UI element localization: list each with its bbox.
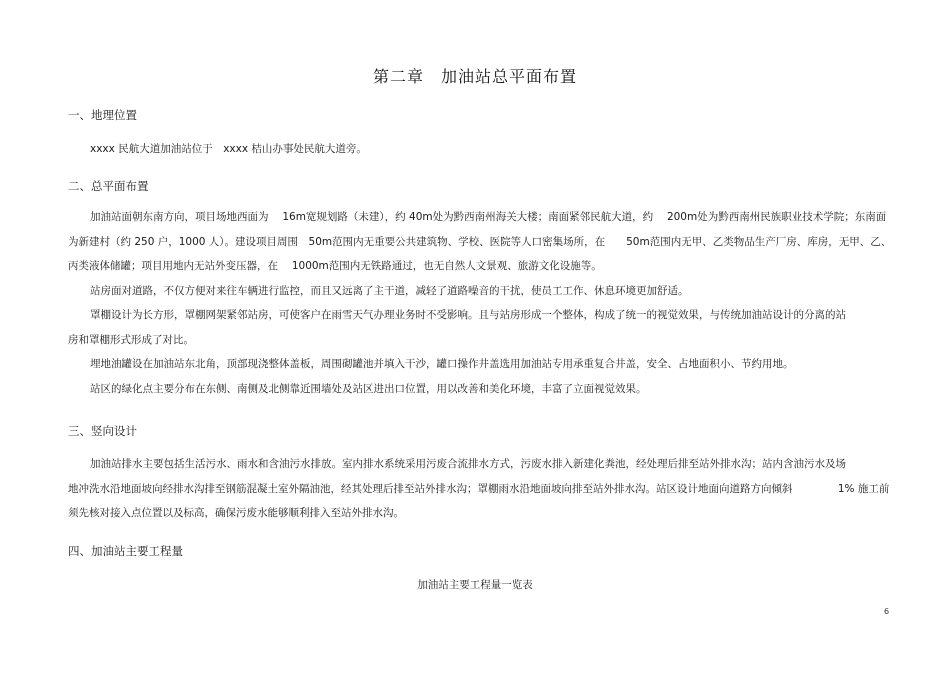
paragraph-line: 为新建村（约 250 户，1000 人）。建设项目周围 50m范围内无重要公共建筑物、学校、医院等人口密集场所，在 50m范围内无甲、乙类物品生产厂房、库房，无甲、乙、 bbox=[68, 235, 892, 248]
paragraph-line: 房和罩棚形式形成了对比。 bbox=[68, 333, 194, 346]
paragraph-line: 加油站排水主要包括生活污水、雨水和含油污水排放。室内排水系统采用污废合流排水方式，污废水排入新建化粪池，经处理后排至站外排水沟；站内含油污水及场 bbox=[90, 458, 846, 470]
paragraph-line: xxxx 民航大道加油站位于 xxxx 桔山办事处民航大道旁。 bbox=[90, 143, 367, 155]
paragraph-line: 站房面对道路，不仅方便对来往车辆进行监控，而且又远离了主干道，减轻了道路噪音的干扰，使员工工作、休息环境更加舒适。 bbox=[90, 284, 689, 297]
section-body-vertical-design bbox=[68, 452, 888, 526]
paragraph-line: 地冲洗水沿地面坡向经排水沟排至钢筋混凝土室外隔油池，经其处理后排至站外排水沟；罩棚雨水沿地面坡向排至站外排水沟。站区设计地面向道路方向倾斜 1% 施工前 bbox=[68, 482, 890, 495]
section-body-location bbox=[68, 137, 888, 162]
paragraph-line: 埋地油罐设在加油站东北角，顶部现浇整体盖板，周围砌罐池并填入干沙，罐口操作井盖选用加油站专用承重复合井盖，安全、占地面积小、节约用地。 bbox=[90, 358, 794, 370]
chapter-title: 第二章 加油站总平面布置 bbox=[372, 67, 577, 86]
table-caption: 加油站主要工程量一览表 bbox=[417, 579, 533, 591]
page-number: 6 bbox=[884, 607, 890, 616]
paragraph-line: 丙类液体储罐；项目用地内无站外变压器，在 1000m范围内无铁路通过，也无自然人文景观、旅游文化设施等。 bbox=[68, 260, 602, 272]
section-body-layout bbox=[68, 205, 892, 401]
section-heading-layout: 二、总平面布置 bbox=[68, 179, 149, 193]
section-heading-location: 一、地理位置 bbox=[68, 108, 137, 122]
paragraph-line: 站区的绿化点主要分布在东侧、南侧及北侧靠近围墙处及站区进出口位置，用以改善和美化环境，丰富了立面视觉效果。 bbox=[90, 382, 647, 395]
paragraph-line: 加油站面朝东南方向，项目场地西面为 16m宽规划路（未建），约 40m处为黔西南州海关大楼；南面紧邻民航大道，约 200m处为黔西南州民族职业技术学院；东南面 bbox=[90, 211, 887, 223]
section-heading-quantities: 四、加油站主要工程量 bbox=[68, 544, 183, 558]
section-heading-vertical-design: 三、竖向设计 bbox=[68, 424, 137, 438]
paragraph-line: 罩棚设计为长方形，罩棚网架紧邻站房，可使客户在雨雪天气办理业务时不受影响。且与站房形成一个整体，构成了统一的视觉效果，与传统加油站设计的分离的站 bbox=[90, 309, 846, 321]
paragraph-line: 须先核对接入点位置以及标高，确保污废水能够顺利排入至站外排水沟。 bbox=[68, 507, 404, 519]
